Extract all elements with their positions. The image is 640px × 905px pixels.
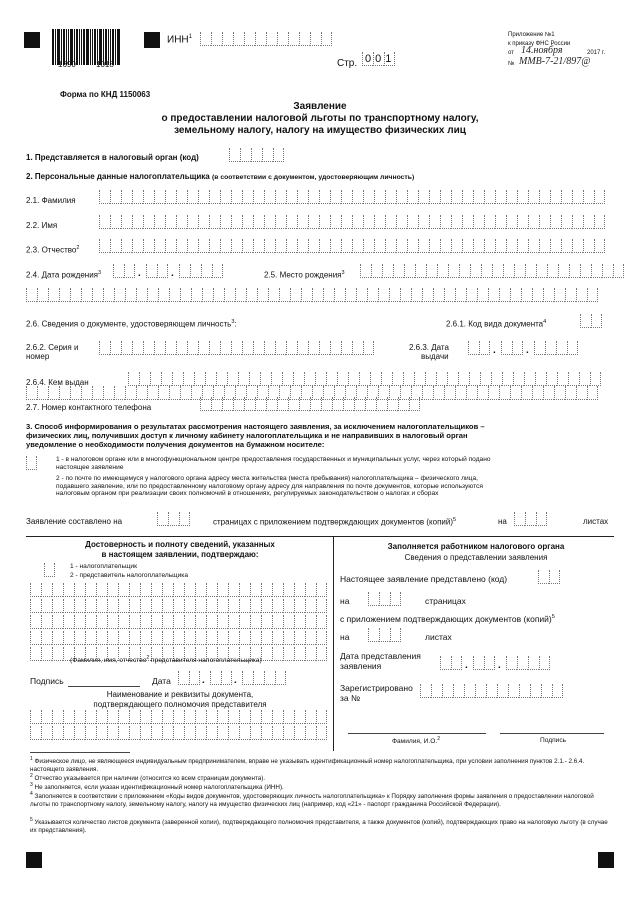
footnote-2: $^2$ Отчество указывается при наличии (относится ко всем страницам документа). — [30, 773, 266, 783]
representative-name-line-4[interactable] — [30, 631, 327, 645]
sign-date-dot-2: . — [234, 675, 237, 686]
appendix-date-handwritten: 14.ноября — [521, 45, 563, 56]
pages-label-4: листах — [583, 517, 609, 526]
birth-date-year[interactable] — [179, 264, 223, 278]
birth-date-month[interactable] — [146, 264, 168, 278]
staff-with-docs-label: с приложением подтверждающих документов (копий)$^5$ — [340, 613, 555, 624]
page-label: Стр. — [337, 58, 358, 69]
sign-date-month[interactable] — [210, 671, 232, 685]
footnote-1: $^1$ Физическое лицо, не являющееся индивидуальным предпринимателем, вправе не указывать идентификационный номер налогоплательщика, при условии заполнения пунктов 2.1.- 2.6.4. настоящего заявления. — [30, 756, 585, 773]
issued-by-field-1[interactable] — [128, 372, 601, 386]
document-title — [100, 101, 540, 137]
birth-place-label: 2.5. Место рождения$^3$ — [264, 270, 345, 280]
phone-label: 2.7. Номер контактного телефона — [26, 403, 152, 412]
tax-authority-code-label: 1. Представляется в налоговый орган (код) — [26, 153, 199, 162]
appendix-line-1: Приложение №1 — [508, 32, 555, 38]
signer-type-field[interactable] — [44, 563, 55, 577]
appendix-from: от — [508, 50, 514, 56]
signature-label: Подпись — [30, 676, 64, 686]
submission-date-dot-1: . — [465, 660, 468, 671]
signature-line[interactable] — [68, 686, 140, 687]
signer-type-option-1: 1 - налогоплательщик — [70, 563, 137, 570]
date-label: Дата — [152, 676, 171, 686]
title-line-3: земельному налогу, налогу на имущество физических лиц — [174, 125, 466, 136]
pages-label-3: на — [498, 517, 507, 526]
first-name-label: 2.2. Имя — [26, 221, 58, 230]
footnotes-divider — [30, 752, 130, 753]
signer-type-option-2: 2 - представитель налогоплательщика — [70, 572, 188, 579]
sign-date-day[interactable] — [178, 671, 200, 685]
staff-on2-label: на — [340, 632, 350, 642]
document-type-code-label: 2.6.1. Код вида документа$^4$ — [446, 319, 547, 329]
staff-sheets-label: листах — [425, 632, 452, 642]
phone-field[interactable] — [200, 397, 420, 411]
right-block-heading: Заполняется работником налогового органа — [387, 542, 565, 551]
form-code: Форма по КНД 1150063 — [60, 90, 151, 99]
section3-heading: 3. Способ информирования о результатах рассмотрения настоящего заявления, за исключением налогоплательщиков – физических лиц, получивших доступ к личному кабинету налогоплательщика и не направивших в налоговый орган уведомление о необходимости получения документов на бумажном носителе: — [26, 422, 485, 450]
corner-marker-bottom-right — [598, 852, 614, 868]
submission-date-dot-2: . — [498, 660, 501, 671]
inn-field[interactable] — [200, 32, 332, 46]
footnote-4: $^4$ Заполняется в соответствии с приложением «Коды видов документов, удостоверяющих личность налогоплательщика» к Порядку заполнения формы заявления о предоставлении налоговой льготы по транспортному налогу, земельному налогу, налогу на имущество физических лиц (например, код «21» - паспорт гражданина Российской Федерации). — [30, 791, 594, 808]
first-name-field[interactable] — [99, 215, 605, 229]
corner-marker-top-left — [24, 32, 40, 48]
corner-marker-top-mid — [144, 32, 160, 48]
staff-name-line[interactable] — [348, 733, 486, 734]
birth-date-dot-2: . — [171, 268, 174, 279]
appendix-line-2: к приказу ФНС России — [508, 41, 571, 47]
right-block-subheading: Сведения о представлении заявления — [404, 553, 548, 562]
staff-name-caption: Фамилия, И.О.$^2$ — [392, 736, 440, 746]
staff-on-label: на — [340, 596, 350, 606]
document-type-code-field[interactable] — [580, 314, 602, 328]
registration-number-field[interactable] — [420, 684, 563, 698]
authority-doc-line-2[interactable] — [30, 726, 327, 740]
issue-date-month[interactable] — [501, 341, 523, 355]
issued-by-label: 2.6.4. Кем выдан — [26, 378, 89, 387]
representative-name-line-3[interactable] — [30, 615, 327, 629]
submitted-code-field[interactable] — [538, 570, 560, 584]
barcode-number-right: 1018 — [96, 60, 114, 69]
inn-label: ИНН$^1$ — [167, 34, 192, 46]
staff-pages-field[interactable] — [368, 592, 401, 606]
page-number-value: 001 — [365, 53, 396, 65]
footnote-3: $^3$ Не заполняется, если указан идентификационный номер налогоплательщика (ИНН). — [30, 782, 284, 792]
birth-date-dot-1: . — [138, 268, 141, 279]
staff-pages-label: страницах — [425, 596, 466, 606]
staff-signature-caption: Подпись — [540, 737, 567, 744]
series-number-label: 2.6.2. Серия и номер — [26, 343, 79, 362]
representative-name-line-2[interactable] — [30, 599, 327, 613]
representative-name-caption: (Фамилия, имя, отчество$^2$ представителя налогоплательщика) — [70, 655, 262, 665]
lower-block-top-line — [26, 536, 614, 537]
series-number-field[interactable] — [99, 341, 374, 355]
submission-date-label: Дата представления заявления — [340, 651, 421, 671]
birth-date-day[interactable] — [113, 264, 135, 278]
surname-field[interactable] — [99, 190, 605, 204]
issue-date-dot-2: . — [526, 345, 529, 356]
submission-date-day[interactable] — [440, 656, 462, 670]
pages-label-1: Заявление составлено на — [26, 517, 123, 526]
pages-count-field[interactable] — [157, 512, 190, 526]
notification-option-2: 2 - по почте по имеющемуся у налогового органа адресу места жительства (места пребывания) налогоплательщика – физического лица, подавшего заявление, или по предоставленному налоговому органу адресу для направления по почте документов, которые используются налоговым органом при реализации своих полномочий в отношениях, регулируемых законодательством о налогах и сборах — [56, 475, 483, 498]
id-document-label: 2.6. Сведения о документе, удостоверяющем личность$^3$: — [26, 319, 237, 329]
appendix-year: 2017 г. — [587, 50, 606, 56]
lower-block-divider — [333, 536, 334, 751]
birth-place-field-2[interactable] — [26, 288, 598, 302]
appendix-number-handwritten: ММВ-7-21/897@ — [519, 56, 591, 67]
staff-sheets-field[interactable] — [368, 628, 401, 642]
corner-marker-bottom-left — [26, 852, 42, 868]
title-line-1: Заявление — [293, 101, 347, 112]
title-line-2: о предоставлении налоговой льготы по транспортному налогу, — [161, 113, 479, 124]
section2-heading: 2. Персональные данные налогоплательщика (в соответствии с документом, удостоверяющим личность) — [26, 172, 415, 181]
issue-date-year[interactable] — [534, 341, 578, 355]
barcode-number-left: 1690 — [58, 60, 76, 69]
issue-date-dot-1: . — [493, 345, 496, 356]
representative-name-line-1[interactable] — [30, 583, 327, 597]
submission-date-year[interactable] — [506, 656, 550, 670]
submission-date-month[interactable] — [473, 656, 495, 670]
sign-date-year[interactable] — [242, 671, 286, 685]
sign-date-dot-1: . — [202, 675, 205, 686]
notification-option-1: 1 - в налоговом органе или в многофункциональном центре предоставления государственных и муниципальных услуг, через который подано настоящее заявление — [56, 456, 491, 471]
submitted-code-label: Настоящее заявление представлено (код) — [340, 574, 508, 584]
tax-authority-code-field[interactable] — [229, 148, 284, 162]
pages-label-2: страницах с приложением подтверждающих документов (копий)$^5$ — [213, 517, 457, 527]
staff-signature-line[interactable] — [500, 733, 604, 734]
birth-date-label: 2.4. Дата рождения$^3$ — [26, 270, 102, 280]
notification-method-field[interactable] — [26, 456, 37, 470]
appendix-number-label: № — [508, 61, 515, 67]
footnote-5: $^5$ Указывается количество листов документа (заверенной копии), подтверждающего полномочия представителя, а также документов (копий), подтверждающих право на налоговую льготу (в случае их представления). — [30, 817, 608, 834]
sheets-count-field[interactable] — [514, 512, 547, 526]
authority-doc-caption: Наименование и реквизиты документа, подтверждающего полномочия представителя — [93, 690, 267, 709]
birth-place-field-1[interactable] — [360, 264, 624, 278]
surname-label: 2.1. Фамилия — [26, 196, 76, 205]
authority-doc-line-1[interactable] — [30, 710, 327, 724]
patronymic-field[interactable] — [99, 239, 605, 253]
registration-number-label: Зарегистрировано за № — [340, 683, 413, 703]
issue-date-label: 2.6.3. Дата выдачи — [409, 343, 449, 362]
left-block-heading: Достоверность и полноту сведений, указанных в настоящем заявлении, подтверждаю: — [85, 540, 275, 559]
patronymic-label: 2.3. Отчество$^2$ — [26, 245, 80, 255]
issue-date-day[interactable] — [468, 341, 490, 355]
